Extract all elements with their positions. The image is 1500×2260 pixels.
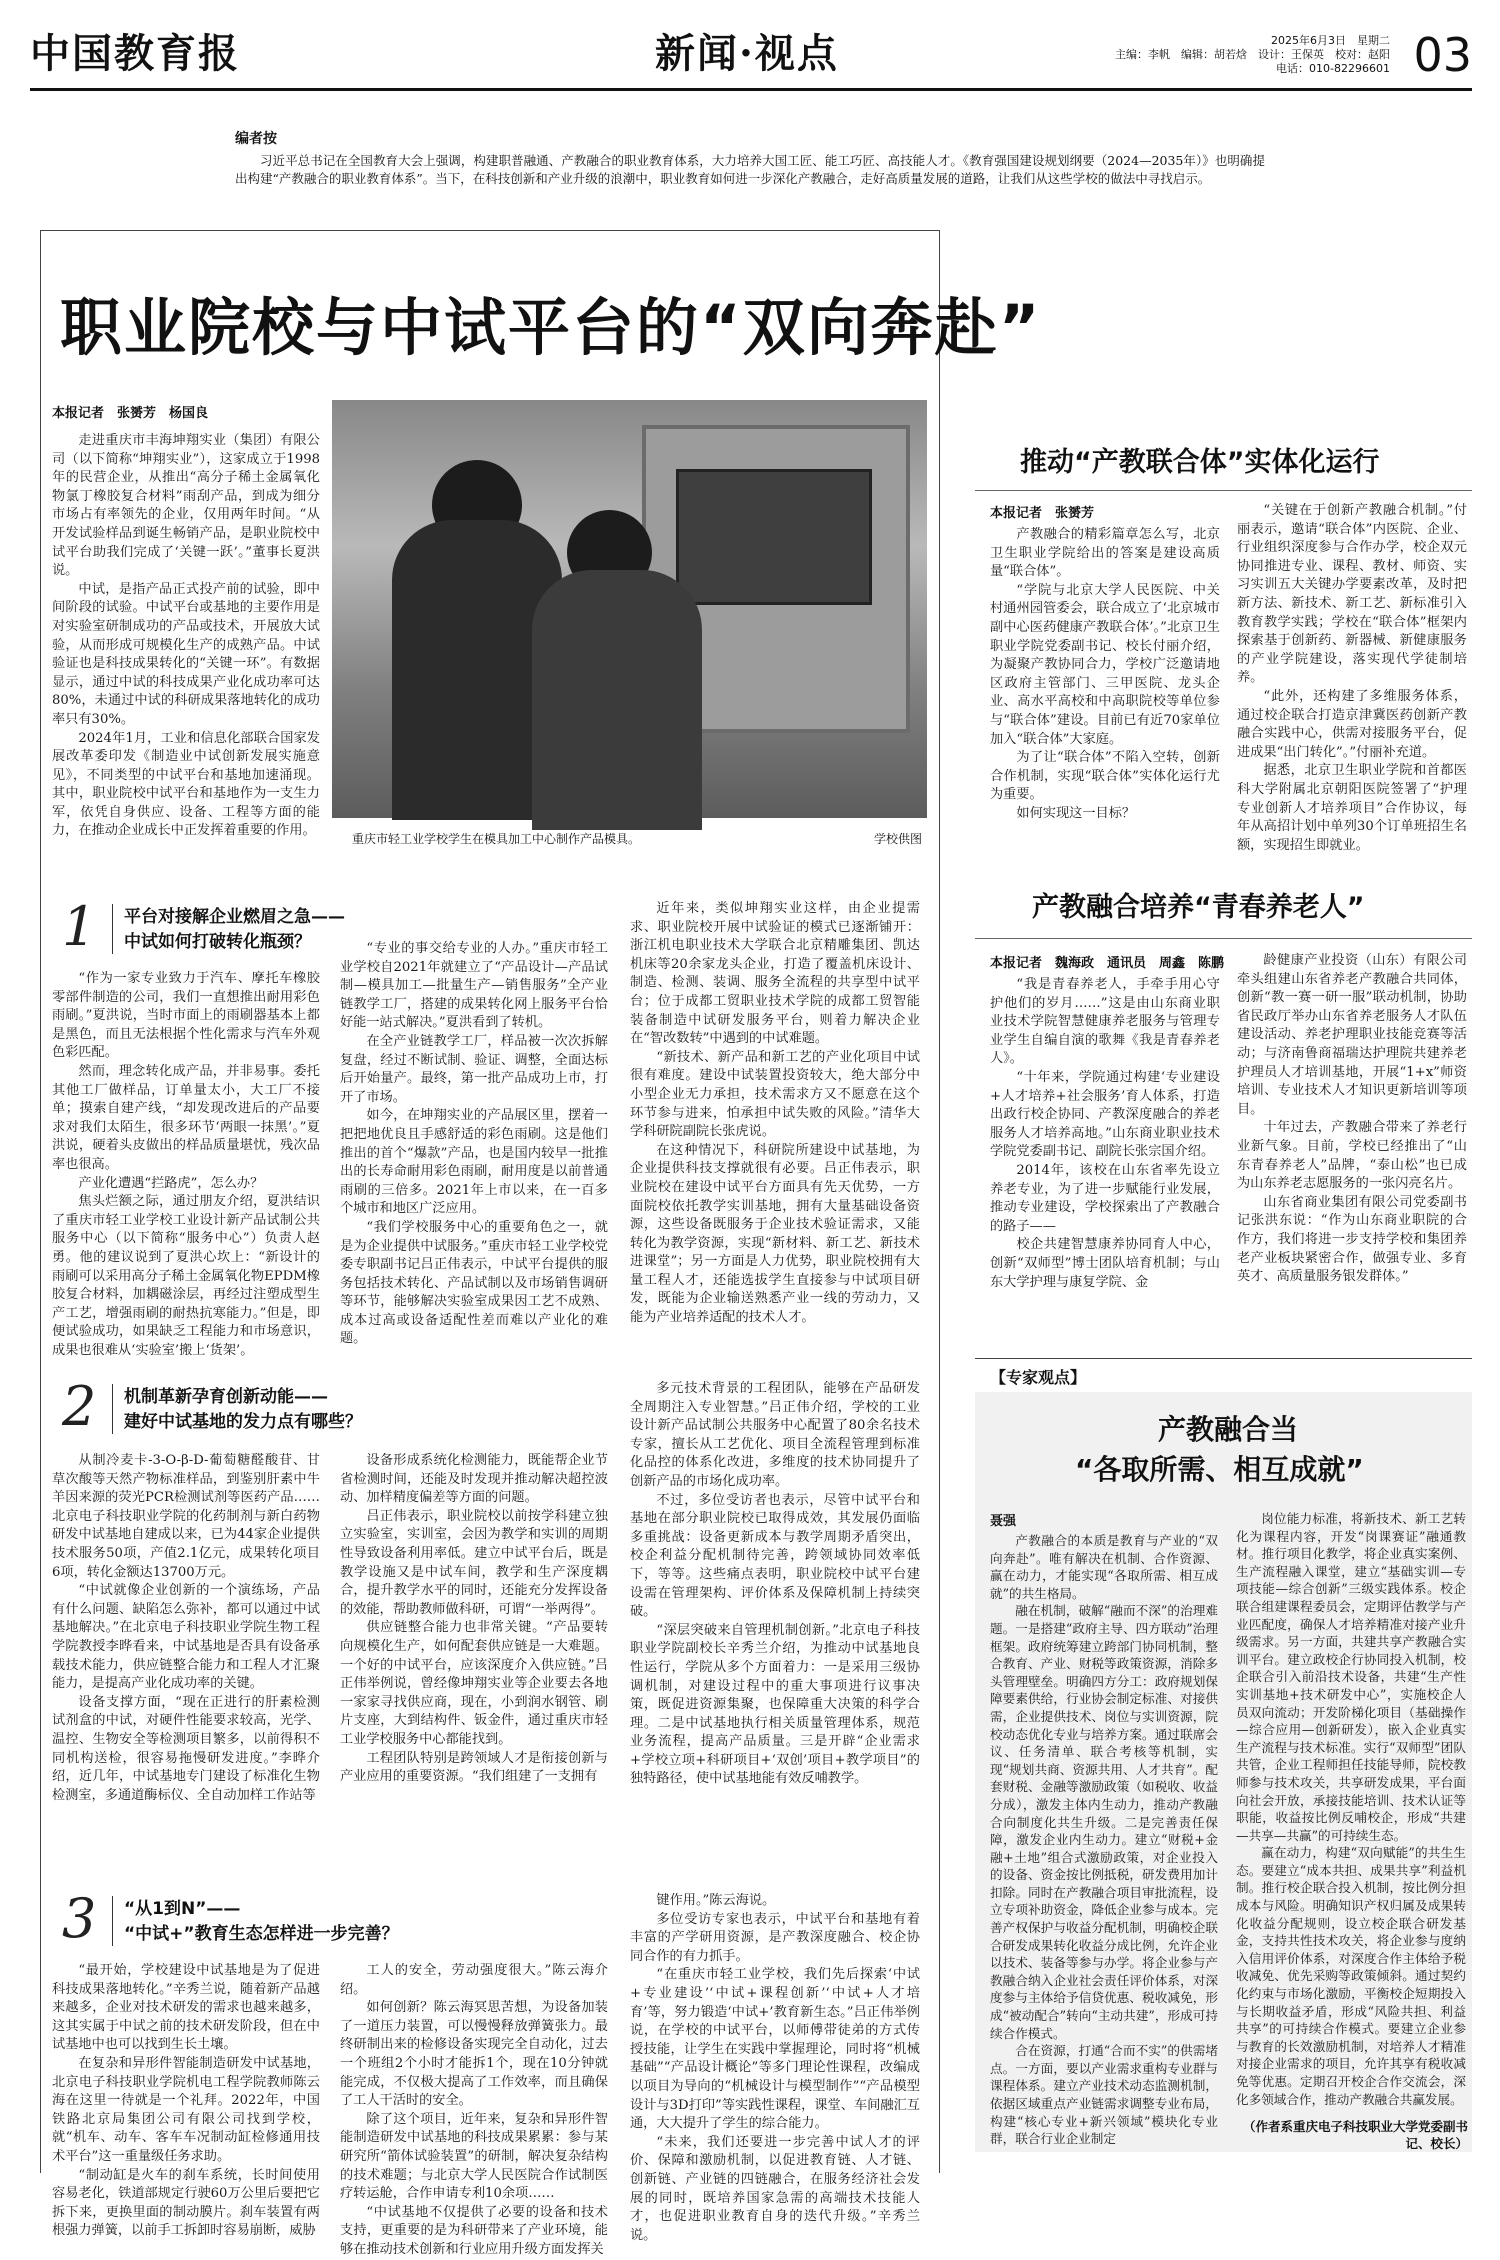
section-divider — [112, 904, 113, 954]
expert-title-line1: 产教融合当 — [1158, 1413, 1299, 1446]
header-rule — [30, 88, 1472, 91]
right-article-1-column-b — [1237, 502, 1467, 856]
body-paragraph: “未来，我们还要进一步完善中试人才的评价、保障和激励机制，以促进教育链、人才链、创新链、产业链的四链融合，在服务经济社会发展的同时，既培养国家急需的高端技术技能人才，也促进职业教育自身的迭代升级。”辛秀兰说。 — [630, 2134, 920, 2243]
section-title-line2: 中试如何打破转化瓶颈？ — [124, 932, 311, 952]
section-header-3 — [62, 1887, 622, 1952]
body-paragraph: 十年过去，产教融合带来了养老行业新气象。目前，学校已经推出了“山东青春养老人”品牌，“泰山松”也已成为山东养老志愿服务的一张闪亮名片。 — [1237, 1120, 1467, 1192]
body-paragraph: 如何创新？陈云海冥思苦想，为设备加装了一道压力装置，可以慢慢释放弹簧张力。最终研制出来的检修设备实现完全自动化，过去一个班组2个小时才能拆1个，现在10分钟就能完成，不仅极大提高了工作效率，而且确保了工人干活时的安全。 — [340, 2000, 608, 2109]
lead-column — [52, 432, 320, 872]
editor-note-label: 编者按 — [235, 131, 277, 147]
photo-caption: 重庆市轻工业学校学生在模具加工中心制作产品模具。 — [352, 832, 641, 846]
expert-column-a — [990, 1532, 1218, 2152]
body-paragraph: 多位受访专家也表示，中试平台和基地有着丰富的产学研用资源，是产教深度融合、校企协同合作的有力抓手。 — [630, 1911, 920, 1964]
expert-title-line2: “各取所需、相互成就” — [1075, 1453, 1364, 1486]
body-paragraph: 工程团队特别是跨领域人才是衔接创新与产业应用的重要资源。“我们组建了一支拥有 — [340, 1750, 608, 1785]
section-number: 2 — [62, 1375, 97, 1438]
body-paragraph: “十年来，学院通过构建‘专业建设+人才培养+社会服务’育人体系，打造出政行校企协同、产教深度融合的养老服务人才培养高地。”山东商业职业技术学院党委副书记、副院长张宗国介绍。 — [990, 1069, 1220, 1160]
section-title-line2: 建好中试基地的发力点有哪些？ — [124, 1412, 362, 1432]
expert-column-b — [1236, 1510, 1466, 2110]
section-title: 新闻·视点 — [655, 30, 839, 77]
section-3-column-b — [340, 1962, 608, 2257]
section-title-line1: “从1到N”—— — [124, 1899, 241, 1919]
right-article-rule — [975, 490, 1472, 491]
right-article-rule — [975, 938, 1472, 939]
main-byline: 本报记者 张赟芳 杨国良 — [52, 406, 209, 421]
expert-rule — [975, 1358, 1472, 1359]
photo-caption-row — [352, 830, 922, 847]
body-paragraph: 键作用。”陈云海说。 — [656, 1893, 776, 1908]
control-screen-shape — [676, 469, 872, 605]
body-paragraph: 除了这个项目，近年来，复杂和异形件智能制造研发中试基地的科技成果累累：参与某研究所“箭体试验装置”的研制，解决复杂结构的技术难题；与北京大学人民医院合作试制医疗转运舱，合作申请专利10余项…… — [340, 2111, 608, 2202]
body-paragraph: 如何实现这一目标？ — [1016, 805, 1136, 821]
editor-note — [235, 128, 1265, 188]
body-paragraph: “新技术、新产品和新工艺的产业化项目中试很有难度。建设中试装置投资较大，绝大部分中小型企业无力承担，技术需求方又不愿意在这个环节参与进来，怕承担中试失败的风险。”清华大学科研院副院长张虎说。 — [630, 1049, 920, 1140]
body-paragraph: “最开始，学校建设中试基地是为了促进科技成果落地转化。”辛秀兰说，随着新产品越来越多，企业对技术研发的需求也越来越多，这其实属于中试之前的技术研发阶段，但在中试基地中也可以找到生长土壤。 — [52, 1963, 320, 2053]
news-photo — [332, 400, 927, 818]
date-line: 2025年6月3日 星期二 — [1271, 34, 1390, 47]
editor-note-text: 习近平总书记在全国教育大会上强调，构建职普融通、产教融合的职业教育体系，大力培养大国工匠、能工巧匠、高技能人才。《教育强国建设规划纲要（2024—2035年）》也明确提出构建“产教融合的职业教育体系”。当下，在科技创新和产业升级的浪潮中，职业教育如何进一步深化产教融合，走好高质量发展的道路，让我们从这些学校的做法中寻找启示。 — [235, 153, 1265, 186]
lead-paragraph: 走进重庆市丰海坤翔实业（集团）有限公司（以下简称“坤翔实业”），这家成立于1998年的民营企业，从推出“高分子稀土金属氧化物氯丁橡胶复合材料”雨刮产品，到成为细分市场占有率领先的企业，仅用两年时间。“从开发试验样品到诞生畅销产品，是职业院校中试平台助我们完成了‘关键一跃’。”董事长夏洪说。 — [52, 433, 320, 579]
body-paragraph: 在全产业链教学工厂，样品被一次次拆解复盘，经过不断试制、验证、调整，全面达标后开始量产。最终，第一批产品成功上市，打开了市场。 — [340, 1033, 608, 1105]
page-number: 03 — [1413, 28, 1472, 82]
section-3-column-a — [52, 1962, 320, 2239]
body-paragraph: 如今，在坤翔实业的产品展区里，摆着一把把地优良且手感舒适的彩色雨刷。这是他们推出的首个“爆款”产品，也是国内较早一批推出的长寿命耐用彩色雨刷，耐用度是以前普通雨刷的三倍多。2021年上市以来，在一百多个城市和地区广泛应用。 — [340, 1108, 608, 1217]
section-title-line1: 机制革新孕育创新动能—— — [124, 1387, 328, 1407]
section-1-column-b — [340, 940, 608, 1366]
body-paragraph: 不过，多位受访者也表示，尽管中试平台和基地在部分职业院校已取得成效，其发展仍面临多重挑战：设备更新成本与教学周期矛盾突出，校企利益分配机制待完善，跨领域协同效率低下，等等。这些痛点表明，职业院校中试平台建设需在管理架构、评价体系及保障机制上持续突破。 — [630, 1492, 920, 1620]
body-paragraph: “我们学校服务中心的重要角色之一，就是为企业提供中试服务。”重庆市轻工业学校党委专职副书记吕正伟表示，中试平台提供的服务包括技术转化、产品试制以及市场销售调研等环节，能够解决实验室成果因工艺不成熟、成本过高或设备适配性差而难以产业化的难题。 — [340, 1219, 608, 1347]
body-paragraph: “制动缸是火车的刹车系统，长时间使用容易老化，铁道部规定行驶60万公里后要把它拆下来，更换里面的制动膜片。刹车装置有两根强力弹簧，以前手工拆卸时容易崩断，威胁 — [52, 2167, 320, 2239]
right-article-1-title: 推动“产教联合体”实体化运行 — [1020, 447, 1380, 478]
body-paragraph: 在复杂和异形件智能制造研发中试基地，北京电子科技职业学院机电工程学院教师陈云海在这里一待就是一个礼拜。2022年，中国铁路北京局集团公司有限公司找到学校，就“机车、动车、客车车况制动缸检修通用技术平台”这一重量级任务求助。 — [52, 2055, 320, 2164]
body-paragraph: 龄健康产业投资（山东）有限公司牵头组建山东省养老产教融合共同体，创新“教一赛一研一服”联动机制，协助省民政厅举办山东省养老服务人才队伍建设活动、养老护理职业技能竞赛等活动；与济南鲁商福瑞达护理院共建养老护理员人才培训基地，开展“1+x”师资培训、专业技术人才知识更新培训等项目。 — [1237, 953, 1467, 1117]
right-article-1-byline: 本报记者 张赟芳 — [990, 506, 1095, 521]
section-2-column-a — [52, 1452, 320, 1882]
body-paragraph: “中试基地不仅提供了必要的设备和技术支持，更重要的是为科研带来了产业环境，能够在推动技术创新和行业应用升级方面发挥关 — [340, 2204, 608, 2257]
body-paragraph: 工人的安全，劳动强度很大。”陈云海介绍。 — [340, 1963, 608, 1997]
body-paragraph: “此外，还构建了多维服务体系，通过校企联合打造京津冀医药创新产教融合实践中心，供需对接服务平台，促进成果“出门转化”。”付丽补充道。 — [1237, 688, 1467, 760]
section-title-line2: “中试+”教育生态怎样进一步完善？ — [124, 1924, 399, 1944]
body-paragraph: 焦头烂额之际，通过朋友介绍，夏洪结识了重庆市轻工业学校工业设计新产品试制公共服务中心（以下简称“服务中心”）负责人赵勇。他的建议说到了夏洪心坎上：“新设计的雨刷可以采用高分子稀土金属氧化物EPDM橡胶复合材料，加耦磁涂层，再经过注塑成型生产工艺，增强雨刷的耐热抗寒能力。”但是，即便试验成功，如果缺乏工程能力和市场意识，成果也很难从‘实验室’搬上‘货架’。 — [52, 1194, 320, 1358]
body-paragraph: “我是青春养老人，手牵手用心守护他们的岁月……”这是由山东商业职业技术学院智慧健康养老服务与管理专业学生自编自演的歌舞《我是青春养老人》。 — [990, 977, 1220, 1067]
right-article-2-title: 产教融合培养“青春养老人” — [1032, 892, 1365, 923]
section-1-column-a — [52, 970, 320, 1366]
lead-paragraph: 中试，是指产品正式投产前的试验，即中间阶段的试验。中试平台或基地的主要作用是对实验室研制成功的产品或技术，开展放大试验，从而形成可规模化生产的成熟产品。中试验证也是科技成果转化的“关键一环”。有数据显示，通过中试的科技成果产业化成功率可达80%，未通过中试的科研成果落地转化的成功率只有30%。 — [52, 581, 320, 727]
section-2-column-c — [630, 1380, 920, 1882]
body-paragraph: 供应链整合能力也非常关键。“产品要转向规模化生产，如何配套供应链是一大难题。一个好的中试平台，应该深度介入供应链。”吕正伟举例说，曾经像坤翔实业等企业要去各地一家家寻找供应商，现在，小到润水钢管、刷片支座，大到结构件、钣金件，通过重庆市轻工业学校服务中心都能找到。 — [340, 1620, 608, 1747]
body-paragraph: 设备形成系统化检测能力，既能帮企业节省检测时间，还能及时发现并推动解决超控波动、加样精度偏差等方面的问题。 — [340, 1453, 608, 1506]
header-meta — [1115, 34, 1390, 76]
section-divider — [112, 1896, 113, 1946]
section-number: 1 — [62, 895, 97, 958]
student-body-shape — [532, 570, 702, 830]
right-article-2-column-b — [1237, 952, 1467, 1346]
body-paragraph: 近年来，类似坤翔实业这样，由企业提需求、职业院校开展中试验证的模式已逐渐铺开：浙江机电职业技术大学联合北京精雕集团、凯达机床等20余家龙头企业，打造了覆盖机床设计、制造、检测、装调、服务全流程的共享型中试平台；位于成都工贸职业技术学院的成都工贸智能装备制造中试研发服务平台，则着力解决企业在“智改数转”中遇到的中试难题。 — [630, 901, 920, 1047]
body-paragraph: 设备支撑方面，“现在正进行的肝素检测试剂盒的中试，对硬件性能要求较高，光学、温控、生物安全等检测项目繁多，以前得积不同机构送检，很容易拖慢研发进度。”李晔介绍，近几年，中试基地专门建设了标准化生物检测室，多通道酶标仪、全自动加样工作站等 — [52, 1694, 320, 1803]
expert-author: 聂强 — [990, 1514, 1017, 1529]
body-paragraph: 据悉，北京卫生职业学院和首都医科大学附属北京朝阳医院签署了“护理专业创新人才培养项目”合作协议，每年从高招计划中单列30个订单班招生名额，实现招生即就业。 — [1237, 763, 1467, 853]
body-paragraph: 从制冷麦卡-3-O-β-D-葡萄糖醛酸苷、甘草次酸等天然产物标准样品，到鉴别肝素中牛羊因来源的荧光PCR检测试剂等医药产品……北京电子科技职业学院的化药制剂与新白药物研发中试基地自建成以来，已为44家企业提供技术服务50项，产值2.1亿元，成果转化项目6项，转化金额达13700万元。 — [52, 1453, 320, 1580]
body-paragraph: “学院与北京大学人民医院、中关村通州园管委会，联合成立了‘北京城市副中心医药健康产教联合体’。”北京卫生职业学院党委副书记、校长付丽介绍，为凝聚产教协同合力，学校广泛邀请地区政府主管部门、三甲医院、龙头企业、高水平高校和中高职院校等单位参与“联合体”建设。目前已有近70家单位加入“联合体”大家庭。 — [990, 582, 1220, 747]
body-paragraph: 岗位能力标准，将新技术、新工艺转化为课程内容，开发“岗课赛证”融通教材。推行项目化教学，将企业真实案例、生产流程融入课堂，建立“基础实训—专项技能—综合创新”三级实践体系。校企联合组建课程委员会，定期评估教学与产业匹配度，确保人才培养精准对接产业升级需求。另一方面，共建共享产教融合实训平台。建立政校企行协同投入机制，校企联合引入前沿技术设备，共建“生产性实训基地+技术研发中心”，实施校企人员双向流动；开发阶梯化项目（基础操作—综合应用—创新研发），嵌入企业真实生产流程与技术标准。实行“双师型”团队共管，企业工程师担任技能导师，院校教师参与技术攻关，共享研发成果，平台面向社会开放，承接技能培训、技术认证等职能，收益按比例反哺校企，形成“共建—共享—共赢”的可持续生态。 — [1236, 1511, 1466, 1843]
body-paragraph: “深层突破来自管理机制创新。”北京电子科技职业学院副校长辛秀兰介绍，为推动中试基地良性运行，学院从多个方面着力：一是采用三级协调机制，对建设过程中的重大事项进行议事决策，既促进资源集聚，也保障重大决策的科学合理。二是中试基地执行相关质量管理体系，规范业务流程，提高产品质量。三是开辟“企业需求+学校立项+科研项目+‘双创’项目+教学项目”的独特路径，使中试基地能有效反哺教学。 — [630, 1622, 920, 1787]
section-header-2 — [62, 1375, 622, 1440]
right-article-2-byline: 本报记者 魏海政 通讯员 周鑫 陈鹏 — [990, 956, 1225, 971]
masthead-logo: 中国教育报 — [30, 30, 240, 77]
body-paragraph: 融在机制，破解“融而不深”的治理难题。一是搭建“政府主导、四方联动”治理框架。政府统筹建立跨部门协同机制，整合教育、产业、财税等政策资源，消除多头管理壁垒。明确四方分工：政府规划保障要素供给，行业协会制定标准、对接供需，企业提供技术、岗位与实训资源，院校动态优化专业与培养方案。通过联席会议、任务清单、联合考核等机制，实现“规划共商、资源共用、人才共育”。配套财税、金融等激励政策（如税收、收益分成），激发主体内生动力，推动产教融合向制度化共生升级。二是完善责任保障，激发企业内生动力。建立“财税+金融+土地”组合式激励政策，对企业投入的设备、资金按比例抵税，研发费用加计扣除。同时在产教融合项目审批流程，设立专项补助资金，降低企业参与成本。完善产权保护与收益分配机制，明确校企联合研发成果转化收益分成比例，允许企业以技术、装备等参与办学。将企业参与产教融合纳入企业社会责任评价体系，对深度参与主体给予信贷优惠、税收减免，形成“被动配合”转向“主动共建”，形成可持续合作模式。 — [990, 1603, 1218, 2041]
body-paragraph: “在重庆市轻工业学校，我们先后探索‘中试+专业建设’‘中试+课程创新’‘中试+人才培育’等，努力锻造‘中试+’教育新生态。”吕正伟举例说，在学校的中试平台，以师傅带徒弟的方式传授技能，让学生在实践中掌握理论，同时将“机械基础”“产品设计概论”等多门理论性课程，改编成以项目为导向的“机械设计与模型制作”“产品模型设计与3D打印”等实践性课程，课堂、车间融汇互通，大大提升了学生的综合能力。 — [630, 1967, 920, 2132]
section-title-line1: 平台对接解企业燃眉之急—— — [124, 907, 345, 927]
body-paragraph: 吕正伟表示，职业院校以前按学科建立独立实验室，实训室，会因为教学和实训的周期性导致设备利用率低。建立中试平台后，既是教学设施又是中试车间，教学和生产深度耦合，提升教学水平的同时，还能充分发挥设备的效能，帮助教师做科研，可谓“一举两得”。 — [340, 1508, 608, 1617]
body-paragraph: 多元技术背景的工程团队，能够在产品研发全周期注入专业智慧。”吕正伟介绍，学校的工业设计新产品试制公共服务中心配置了80余名技术专家，擅长从工艺优化、项目全流程管理到标准化品控的体系化改进，多维度的技术协同提升了创新产品的市场化成功率。 — [630, 1381, 920, 1489]
body-paragraph: 2014年，该校在山东省率先设立养老专业，为了进一步赋能行业发展，推动专业建设，学校探索出了产教融合的路子—— — [990, 1162, 1220, 1234]
body-paragraph: 产教融合的精彩篇章怎么写，北京卫生职业学院给出的答案是建设高质量“联合体”。 — [990, 527, 1220, 580]
main-headline: 职业院校与中试平台的“双向奔赴” — [60, 291, 1042, 364]
body-paragraph: 然而，理念转化成产品，并非易事。委托其他工厂做样品，订单量太小，大工厂不接单；摸索自建产线，“却发现改进后的产品要求对我们太陌生，很多环节‘两眼一抹黑’。”夏洪说，硬着头皮做出的样品质量堪忧，残次品率也很高。 — [52, 1063, 320, 1172]
body-paragraph: “作为一家专业致力于汽车、摩托车橡胶零部件制造的公司，我们一直想推出耐用彩色雨刷。”夏洪说，当时市面上的雨刷器基本上都是黑色，而且无法根据个性化需求与汽车外观色彩匹配。 — [52, 971, 320, 1061]
lead-paragraph: 2024年1月，工业和信息化部联合国家发展改革委印发《制造业中试创新发展实施意见》，不同类型的中试平台和基地加速涌现。其中，职业院校中试平台和基地作为一支生力军，依凭自身供应、设备、工程等方面的能力，在推动企业成长中正发挥着重要的作用。 — [52, 730, 320, 839]
body-paragraph: 合在资源，打通“合而不实”的供需堵点。一方面，要以产业需求重构专业群与课程体系。建立产业技术动态监测机制，依据区域重点产业链需求调整专业布局，构建“核心专业+新兴领域”模块化专业群，联合行业企业制定 — [990, 2043, 1218, 2147]
body-paragraph: “关键在于创新产教融合机制。”付丽表示，邀请“联合体”内医院、企业、行业组织深度参与合作办学，校企双元协同推进专业、课程、教材、师资、实习实训五大关键办学要素改革，及时把新方法、新技术、新工艺、新标准引入教育教学实践；学校在“联合体”框架内探索基于创新药、新器械、新健康服务的产业学院建设，落实现代学徒制培养。 — [1237, 503, 1467, 686]
body-paragraph: 产教融合的本质是教育与产业的“双向奔赴”。唯有解决在机制、合作资源、赢在动力，才能实现“各取所需、相互成就”的共生格局。 — [990, 1533, 1218, 1601]
body-paragraph: “专业的事交给专业的人办。”重庆市轻工业学校自2021年就建立了“产品设计—产品试制—模具加工—批量生产—销售服务”全产业链教学工厂，搭建的成果转化网上服务平台恰好能一站式解决。”夏洪看到了转机。 — [340, 941, 608, 1031]
staff-line: 主编：李帆 编辑：胡若焓 设计：王保英 校对：赵阳 — [1115, 48, 1390, 61]
right-article-1-column-a — [990, 526, 1220, 856]
body-paragraph: 在这种情况下，科研院所建设中试基地，为企业提供科技支撑就很有必要。吕正伟表示，职业院校在建设中试平台方面具有先天优势，一方面院校依托教学实训基地，拥有大量基础设备资源，这些设备既服务于企业技术验证需求，又能转化为教学资源，实现“新材料、新工艺、新技术进课堂”；另一方面是人力优势，职业院校拥有大量工程人才，还能选拔学生直接参与中试项目研发，既能为企业输送熟悉产业一线的劳动力，又能为产业培养适配的技术人才。 — [630, 1142, 920, 1326]
photo-credit: 学校供图 — [873, 832, 922, 846]
expert-label: 【专家观点】 — [990, 1368, 1087, 1387]
section-divider — [112, 1384, 113, 1434]
body-paragraph: 为了让“联合体”不陷入空转，创新合作机制，实现“联合体”实体化运行尤为重要。 — [990, 750, 1220, 803]
section-number: 3 — [62, 1887, 97, 1950]
body-paragraph: “中试就像企业创新的一个演练场，产品有什么问题、缺陷怎么弥补，都可以通过中试基地解决。”在北京电子科技职业学院生物工程学院教授李晔看来，中试基地是否具有设备承载技术能力，供应链整合能力和工程人才汇聚能力，是提高产业化成功率的关键。 — [52, 1583, 320, 1692]
body-paragraph: 赢在动力，构建“双向赋能”的共生生态。要建立“成本共担、成果共享”利益机制。推行校企联合投入机制，按比例分担成本与风险。明确知识产权归属及成果转化收益分配规则，设立校企联合研发基金，支持共性技术攻关，将企业参与度纳入信用评价体系，对深度合作主体给予税收减免、优先采购等政策倾斜。通过契约化约束与市场化激励，平衡校企短期投入与长期收益矛盾，形成“风险共担、利益共享”的可持续合作模式。要建立企业参与教育的长效激励机制，对培养人才精准对接企业需求的项目，允许其享有税收减免等优惠。定期召开校企合作交流会，深化多领域合作，推动产教融合共赢发展。 — [1236, 1845, 1466, 2107]
right-article-2-column-a — [990, 976, 1220, 1346]
expert-author-note: （作者系重庆电子科技职业大学党委副书记、校长） — [1242, 2119, 1468, 2151]
body-paragraph: 产业化遭遇“拦路虎”，怎么办？ — [78, 1175, 264, 1191]
phone-line: 电话：010-82296601 — [1276, 62, 1390, 75]
body-paragraph: 校企共建智慧康养协同育人中心，创新“双师型”博士团队培育机制；与山东大学护理与康复学院、金 — [990, 1237, 1220, 1290]
body-paragraph: 山东省商业集团有限公司党委副书记张洪东说：“作为山东商业职院的合作方，我们将进一步支持学校和集团养老产业板块紧密合作，做强专业、多育英才、高质量服务银发群体。” — [1237, 1194, 1467, 1285]
section-3-column-c — [630, 1892, 920, 2243]
section-1-column-c — [630, 900, 920, 1366]
section-2-column-b — [340, 1452, 608, 1882]
